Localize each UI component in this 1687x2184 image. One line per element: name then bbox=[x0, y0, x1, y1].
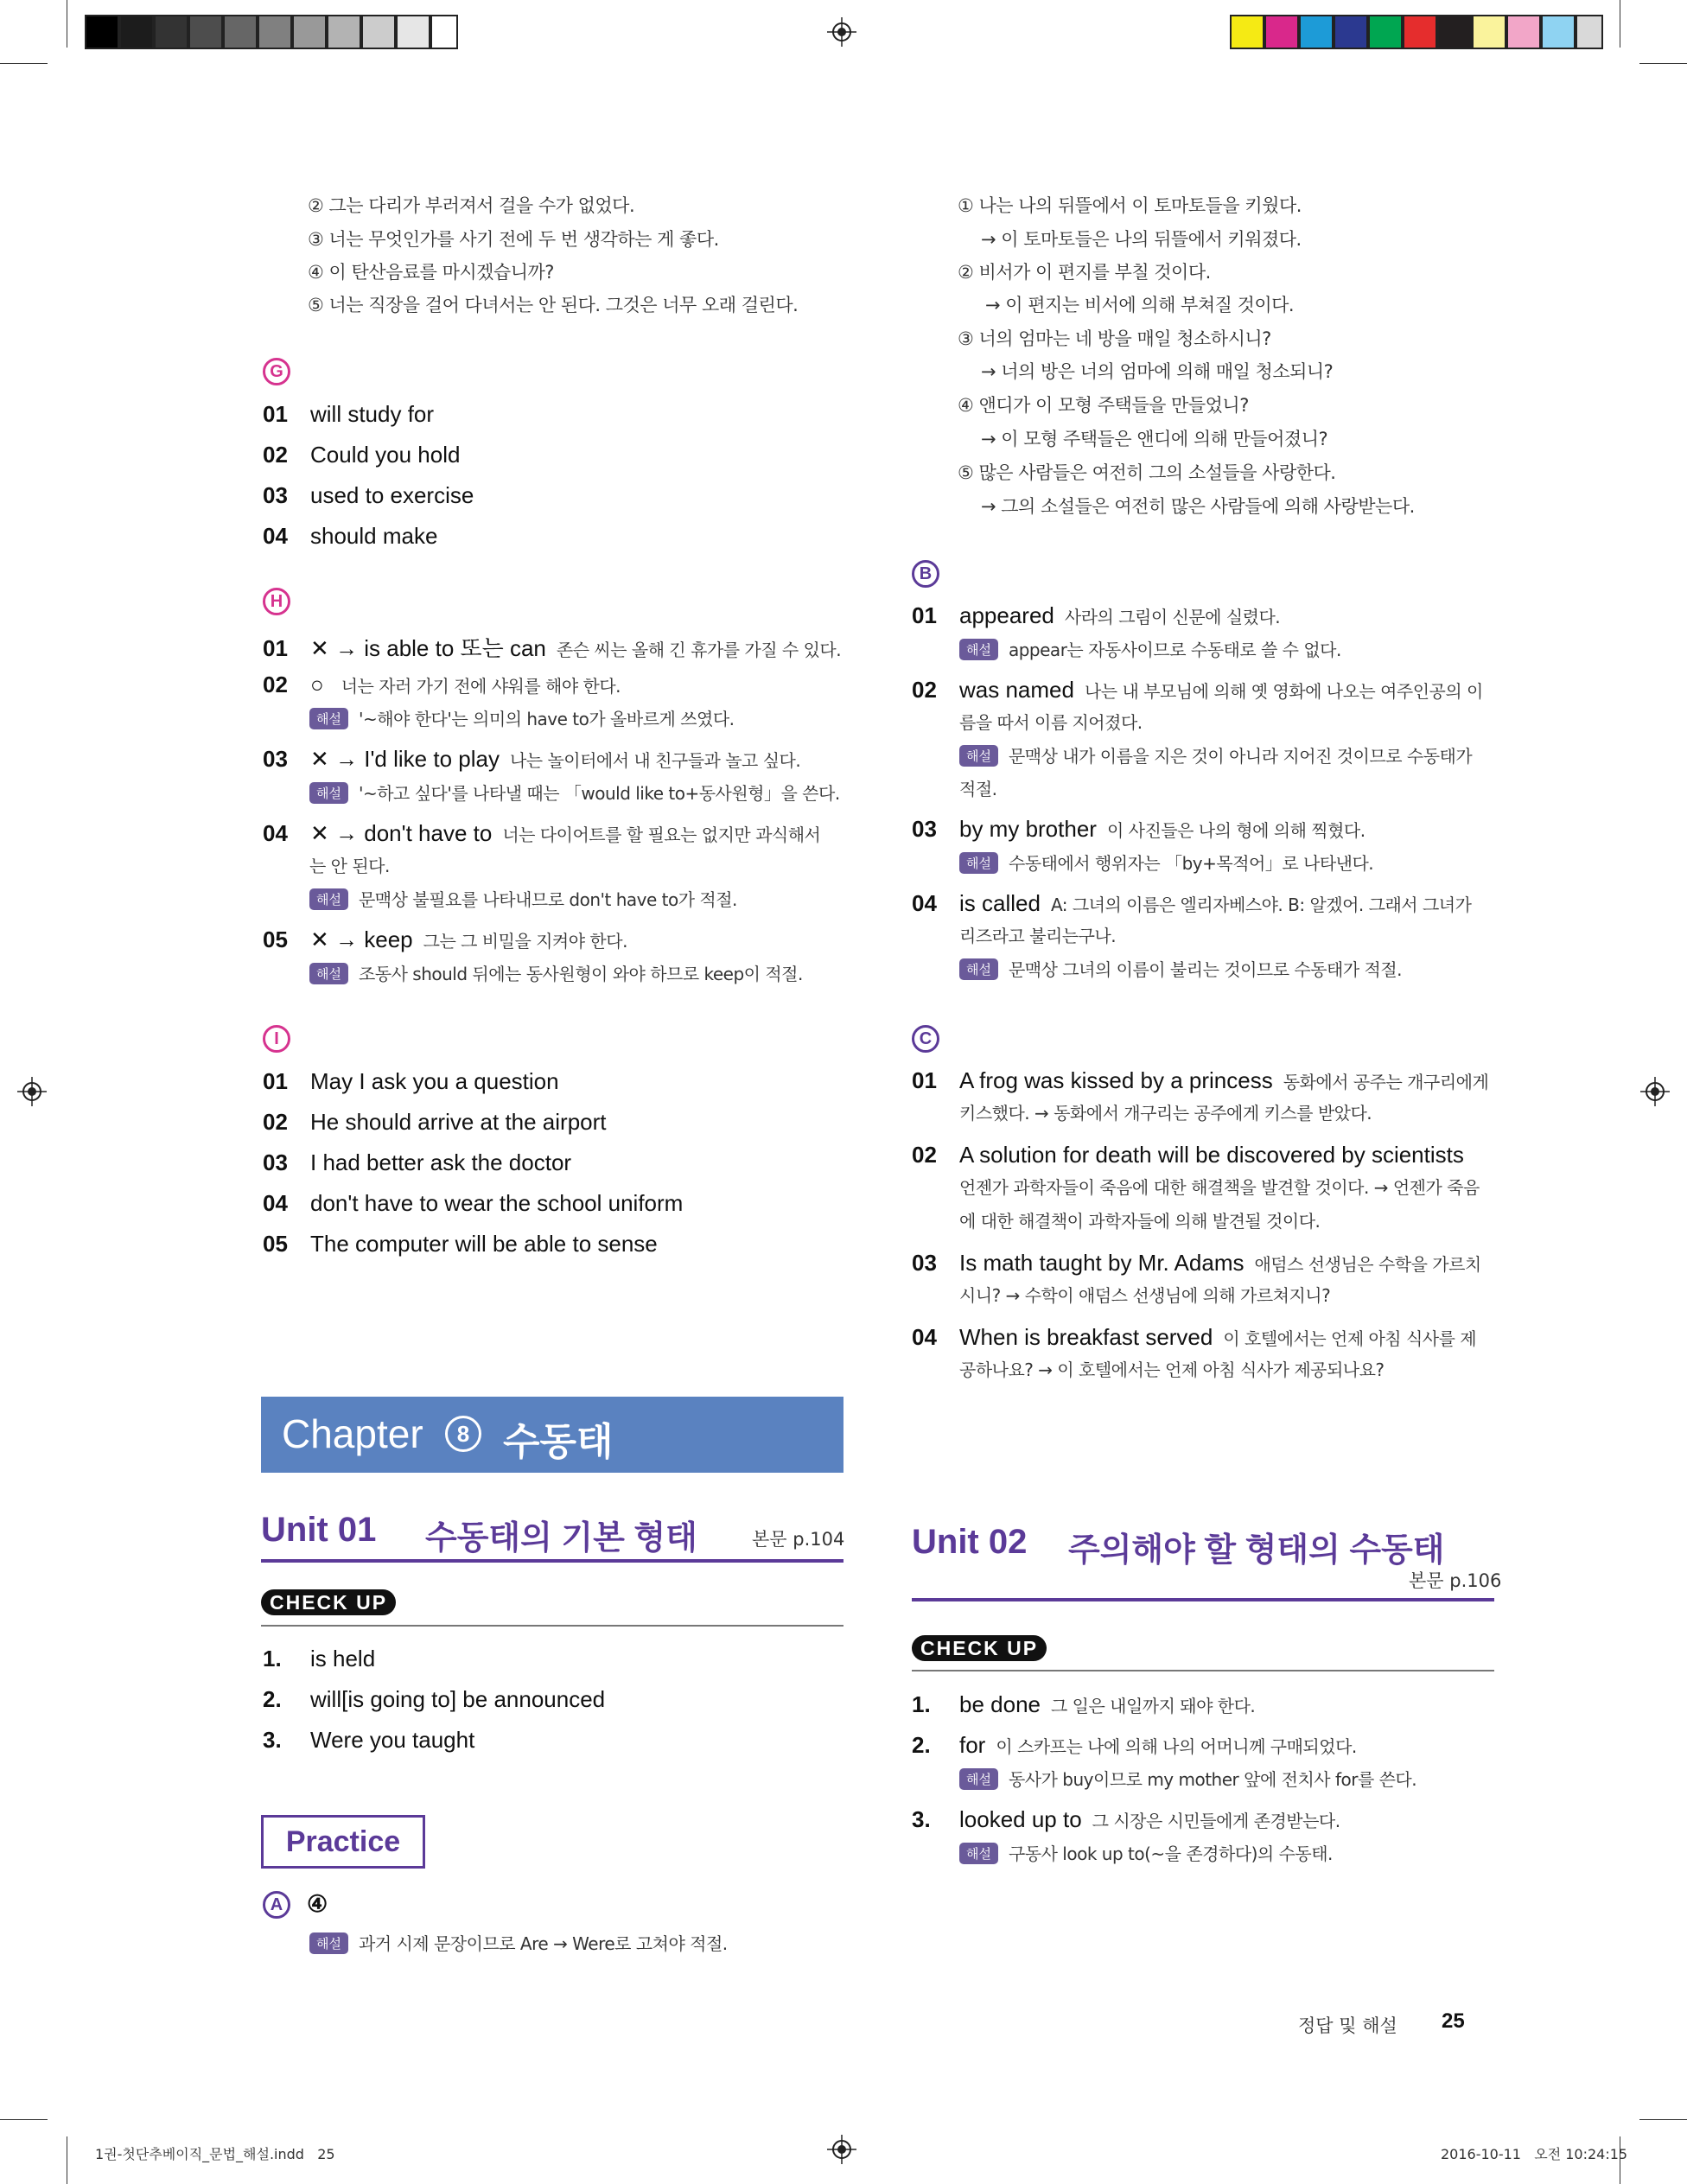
answer-item: 04 ✕ → don't have to 너는 다이어트를 할 필요는 없지만 과식해서 bbox=[263, 820, 821, 846]
registration-mark-icon bbox=[1640, 1077, 1670, 1106]
explanation: 해설 구동사 look up to(~을 존경하다)의 수동태. bbox=[959, 1840, 1333, 1865]
footer-section-label: 정답 및 해설 bbox=[1298, 2015, 1397, 2036]
explanation: 해설 수동태에서 행위자는 「by+목적어」로 나타낸다. bbox=[959, 850, 1373, 875]
sentence: → 이 토마토들은 나의 뒤뜰에서 키워졌다. bbox=[981, 229, 1302, 250]
chapter-title: 수동태 bbox=[503, 1420, 614, 1464]
sentence: → 이 편지는 비서에 의해 부쳐질 것이다. bbox=[985, 295, 1295, 315]
translation-continuation: 언젠가 과학자들이 죽음에 대한 해결책을 발견할 것이다. → 언젠가 죽음 bbox=[959, 1177, 1480, 1198]
sentence: ⑤ 많은 사람들은 여전히 그의 소설들을 사랑한다. bbox=[958, 462, 1336, 483]
registration-mark-icon bbox=[827, 17, 856, 47]
translation-continuation: 공하나요? → 이 호텔에서는 언제 아침 식사가 제공되나요? bbox=[959, 1359, 1385, 1380]
sentence: ④ 앤디가 이 모형 주택들을 만들었니? bbox=[958, 395, 1249, 416]
section-h-marker: H bbox=[263, 588, 290, 615]
answer-item: ④ bbox=[307, 1891, 328, 1917]
checkup-item: 2. will[is going to] be announced bbox=[263, 1686, 606, 1712]
sentence: ② 그는 다리가 부러져서 걸을 수가 없었다. bbox=[308, 195, 635, 216]
answer-item: 02 He should arrive at the airport bbox=[263, 1109, 607, 1135]
checkup-item: 1. is held bbox=[263, 1646, 376, 1671]
sentence: ④ 이 탄산음료를 마시겠습니까? bbox=[308, 262, 554, 283]
chapter-label: Chapter bbox=[282, 1411, 423, 1456]
answer-item: 01 ✕ → is able to 또는 can 존슨 씨는 올해 긴 휴가를 가질 수 있다. bbox=[263, 635, 842, 661]
file-name: 1권-첫단추베이직_문법_해설.indd 25 bbox=[95, 2146, 335, 2162]
answer-item: 03 I had better ask the doctor bbox=[263, 1149, 572, 1175]
answer-item: 01 appeared 사라의 그림이 신문에 실렸다. bbox=[912, 602, 1281, 628]
sentence: ① 나는 나의 뒤뜰에서 이 토마토들을 키웠다. bbox=[958, 195, 1302, 216]
explanation: 해설 '~해야 한다'는 의미의 have to가 올바르게 쓰였다. bbox=[309, 705, 735, 730]
registration-mark-icon bbox=[827, 2135, 856, 2164]
print-timestamp: 2016-10-11 오전 10:24:15 bbox=[1441, 2146, 1628, 2162]
translation-continuation: 리즈라고 불리는구나. bbox=[959, 926, 1117, 946]
translation-continuation: 는 안 된다. bbox=[309, 856, 390, 876]
page-number: 25 bbox=[1442, 2009, 1465, 2033]
section-a-marker: A bbox=[263, 1891, 290, 1919]
explanation: 해설 '~하고 싶다'를 나타낼 때는 「would like to+동사원형」을 쓴다. bbox=[309, 780, 840, 805]
explanation: 해설 동사가 buy이므로 my mother 앞에 전치사 for를 쓴다. bbox=[959, 1766, 1416, 1791]
answer-item: 01 May I ask you a question bbox=[263, 1068, 559, 1094]
unit-label: Unit 02 bbox=[912, 1523, 1028, 1561]
checkup-divider bbox=[912, 1670, 1494, 1671]
unit-label: Unit 01 bbox=[261, 1511, 377, 1549]
answer-item: 02 A solution for death will be discovered by scientists bbox=[912, 1142, 1464, 1168]
answer-item: 04 don't have to wear the school uniform bbox=[263, 1190, 684, 1216]
page-reference: 본문 p.104 bbox=[752, 1529, 845, 1550]
explanation: 해설 문맥상 내가 이름을 지은 것이 아니라 지어진 것이므로 수동태가 bbox=[959, 742, 1472, 767]
sentence: ③ 너는 무엇인가를 사기 전에 두 번 생각하는 게 좋다. bbox=[308, 229, 719, 250]
explanation: 해설 문맥상 그녀의 이름이 불리는 것이므로 수동태가 적절. bbox=[959, 956, 1402, 981]
page-reference: 본문 p.106 bbox=[1409, 1570, 1502, 1591]
registration-mark-icon bbox=[17, 1077, 47, 1106]
sentence: → 그의 소설들은 여전히 많은 사람들에 의해 사랑받는다. bbox=[981, 496, 1415, 517]
unit-title: 수동태의 기본 형태 bbox=[425, 1520, 697, 1557]
chapter-banner bbox=[261, 1397, 844, 1473]
explanation: 해설 과거 시제 문장이므로 Are → Were로 고쳐야 적절. bbox=[309, 1930, 728, 1955]
sentence: ⑤ 너는 직장을 걸어 다녀서는 안 된다. 그것은 너무 오래 걸린다. bbox=[308, 295, 799, 315]
answer-item: 04 should make bbox=[263, 523, 438, 549]
sentence: ③ 너의 엄마는 네 방을 매일 청소하시니? bbox=[958, 328, 1271, 349]
translation-continuation: 에 대한 해결책이 과학자들에 의해 발견될 것이다. bbox=[959, 1211, 1321, 1232]
sentence: → 이 모형 주택들은 앤디에 의해 만들어졌니? bbox=[981, 429, 1328, 449]
explanation-continuation: 적절. bbox=[959, 779, 997, 799]
sentence: → 너의 방은 너의 엄마에 의해 매일 청소되니? bbox=[981, 361, 1334, 382]
answer-item: 03 Is math taught by Mr. Adams 애덤스 선생님은 수학을 가르치 bbox=[912, 1250, 1481, 1276]
explanation: 해설 조동사 should 뒤에는 동사원형이 와야 하므로 keep이 적절. bbox=[309, 960, 803, 985]
unit-divider bbox=[912, 1598, 1494, 1601]
checkup-item: 1. be done 그 일은 내일까지 돼야 한다. bbox=[912, 1691, 1256, 1717]
answer-item: 05 ✕ → keep 그는 그 비밀을 지켜야 한다. bbox=[263, 926, 627, 952]
checkup-item: 2. for 이 스카프는 나에 의해 나의 어머니께 구매되었다. bbox=[912, 1732, 1357, 1758]
checkup-label: CHECK UP bbox=[261, 1589, 396, 1615]
explanation: 해설 appear는 자동사이므로 수동태로 쓸 수 없다. bbox=[959, 636, 1341, 661]
answer-item: 01 will study for bbox=[263, 401, 435, 427]
answer-item: 02 was named 나는 내 부모님에 의해 옛 영화에 나오는 여주인공의 이 bbox=[912, 677, 1483, 703]
answer-item: 05 The computer will be able to sense bbox=[263, 1231, 658, 1257]
section-b-marker: B bbox=[912, 560, 939, 588]
translation-continuation: 름을 따서 이름 지어졌다. bbox=[959, 712, 1143, 733]
answer-item: 03 ✕ → I'd like to play 나는 놀이터에서 내 친구들과 놀고 싶다. bbox=[263, 746, 801, 772]
answer-item: 03 used to exercise bbox=[263, 482, 474, 508]
checkup-label: CHECK UP bbox=[912, 1635, 1047, 1661]
checkup-divider bbox=[261, 1625, 844, 1627]
translation-continuation: 키스했다. → 동화에서 개구리는 공주에게 키스를 받았다. bbox=[959, 1103, 1372, 1124]
checkup-item: 3. Were you taught bbox=[263, 1727, 475, 1753]
answer-item: 04 is called A: 그녀의 이름은 엘리자베스야. B: 알겠어. 그래서 그녀가 bbox=[912, 890, 1472, 916]
practice-label: Practice bbox=[261, 1815, 425, 1869]
section-g-marker: G bbox=[263, 358, 290, 385]
sentence: ② 비서가 이 편지를 부칠 것이다. bbox=[958, 262, 1211, 283]
translation-continuation: 시니? → 수학이 애덤스 선생님에 의해 가르쳐지니? bbox=[959, 1285, 1331, 1306]
answer-item: 03 by my brother 이 사진들은 나의 형에 의해 찍혔다. bbox=[912, 816, 1366, 842]
section-c-marker: C bbox=[912, 1025, 939, 1053]
unit-title: 주의해야 할 형태의 수동태 bbox=[1068, 1532, 1445, 1569]
answer-item: 02 Could you hold bbox=[263, 442, 461, 468]
unit-divider bbox=[261, 1559, 844, 1563]
section-i-marker: I bbox=[263, 1025, 290, 1053]
chapter-number-badge: 8 bbox=[445, 1416, 481, 1452]
checkup-item: 3. looked up to 그 시장은 시민들에게 존경받는다. bbox=[912, 1806, 1340, 1832]
answer-item: 01 A frog was kissed by a princess 동화에서 공주는 개구리에게 bbox=[912, 1067, 1489, 1093]
answer-item: 04 When is breakfast served 이 호텔에서는 언제 아침 식사를 제 bbox=[912, 1324, 1477, 1350]
answer-item: 02 ○ 너는 자러 가기 전에 샤워를 해야 한다. bbox=[263, 672, 621, 697]
explanation: 해설 문맥상 불필요를 나타내므로 don't have to가 적절. bbox=[309, 886, 737, 911]
